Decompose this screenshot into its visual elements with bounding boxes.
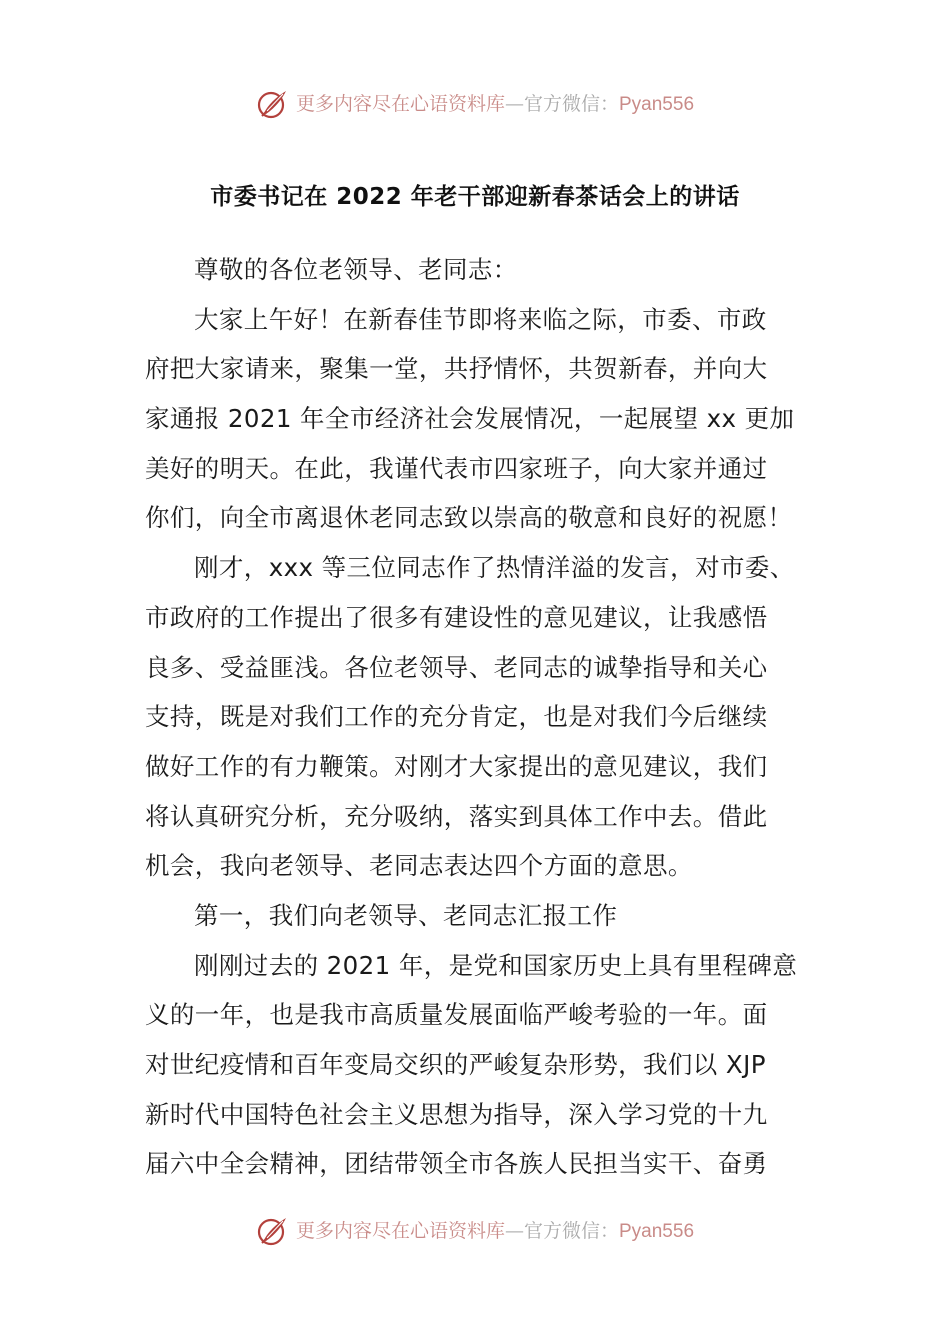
body-line: 做好工作的有力鞭策。对刚才大家提出的意见建议，我们	[145, 751, 768, 781]
banner-wechat-id: Pyan556	[619, 1220, 695, 1242]
header-banner	[0, 84, 950, 124]
body-line: 家通报 2021 年全市经济社会发展情况，一起展望 xx 更加	[145, 404, 795, 434]
body-line: 市政府的工作提出了很多有建设性的意见建议，让我感悟	[145, 602, 768, 632]
banner-slogan: 更多内容尽在心语资料库	[295, 1219, 505, 1242]
document-body	[145, 245, 809, 1189]
body-line: 新时代中国特色社会主义思想为指导，深入学习党的十九	[145, 1099, 768, 1129]
body-line: 良多、受益匪浅。各位老领导、老同志的诚挚指导和关心	[145, 652, 768, 682]
banner-wechat-label: 官方微信：	[523, 92, 619, 115]
salutation-line: 尊敬的各位老领导、老同志：	[194, 255, 518, 284]
body-line: 将认真研究分析，充分吸纳，落实到具体工作中去。借此	[145, 801, 768, 831]
document-title: 市委书记在 2022 年老干部迎新春茶话会上的讲话	[210, 184, 740, 210]
body-line: 刚才，xxx 等三位同志作了热情洋溢的发言，对市委、	[194, 553, 795, 583]
body-line: 支持，既是对我们工作的充分肯定，也是对我们今后继续	[145, 702, 768, 732]
banner-separator: —	[504, 92, 524, 115]
section-heading: 第一，我们向老领导、老同志汇报工作	[194, 900, 618, 930]
body-line: 大家上午好！在新春佳节即将来临之际，市委、市政	[194, 304, 767, 334]
quill-logo-icon	[256, 1214, 290, 1248]
body-line: 刚刚过去的 2021 年，是党和国家历史上具有里程碑意	[194, 950, 798, 980]
banner-separator: —	[504, 1219, 524, 1242]
body-line: 美好的明天。在此，我谨代表市四家班子，向大家并通过	[145, 453, 768, 483]
body-line: 义的一年，也是我市高质量发展面临严峻考验的一年。面	[145, 1000, 768, 1030]
footer-banner	[0, 1211, 950, 1251]
body-line: 你们，向全市离退休老同志致以崇高的敬意和良好的祝愿！	[145, 503, 793, 533]
banner-wechat-id: Pyan556	[619, 93, 695, 115]
quill-logo-icon	[256, 87, 290, 121]
body-line: 府把大家请来，聚集一堂，共抒情怀，共贺新春，并向大	[145, 354, 768, 384]
body-line: 届六中全会精神，团结带领全市各族人民担当实干、奋勇	[145, 1149, 768, 1179]
banner-slogan: 更多内容尽在心语资料库	[295, 92, 505, 115]
banner-wechat-label: 官方微信：	[523, 1219, 619, 1242]
body-line: 机会，我向老领导、老同志表达四个方面的意思。	[145, 851, 693, 881]
body-line: 对世纪疫情和百年变局交织的严峻复杂形势，我们以 XJP	[145, 1050, 766, 1079]
